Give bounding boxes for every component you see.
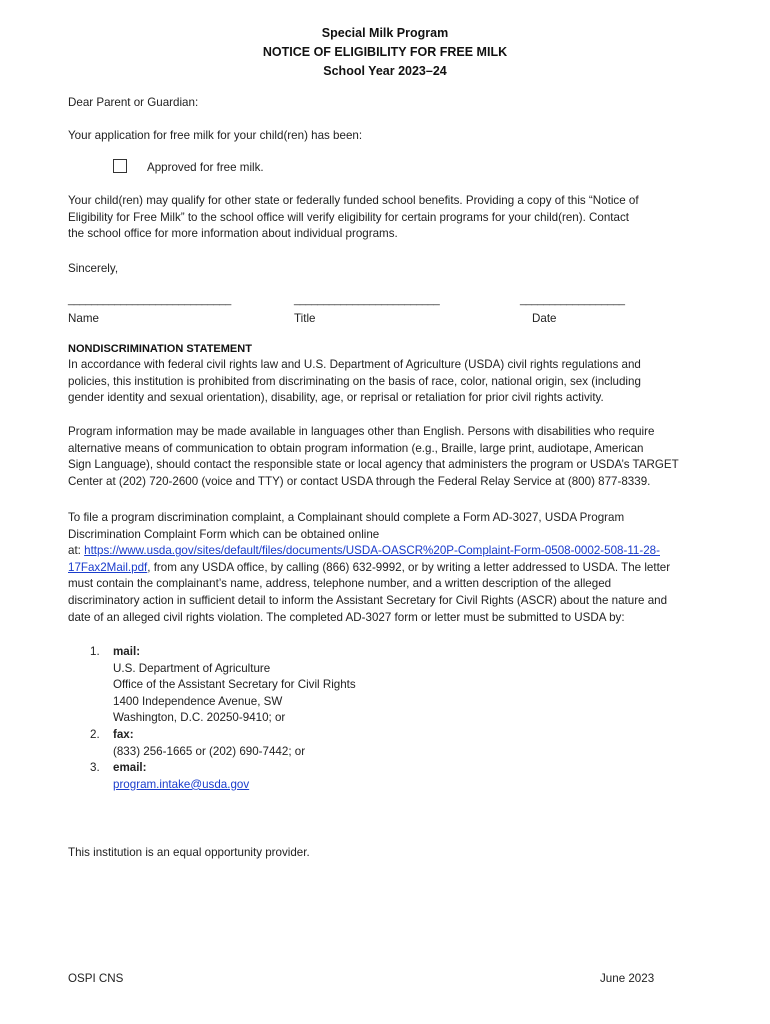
mail-address-line: Washington, D.C. 20250-9410; or: [113, 711, 286, 725]
title-label: Title: [294, 312, 316, 325]
paragraph-line: Center at (202) 720-2600 (voice and TTY) or contact USDA through the Federal Relay Service at (800) 877-8339.: [68, 474, 651, 488]
school-year: School Year 2023–24: [323, 64, 447, 78]
nondiscrimination-heading: NONDISCRIMINATION STATEMENT: [68, 343, 252, 355]
nondiscrimination-paragraph-2: [68, 424, 708, 490]
complaint-form-link-continued[interactable]: 17Fax2Mail.pdf: [68, 560, 148, 574]
equal-opportunity-statement: This institution is an equal opportunity provider.: [68, 846, 310, 859]
greeting: Dear Parent or Guardian:: [68, 96, 199, 109]
closing: Sincerely,: [68, 262, 119, 275]
email-link[interactable]: program.intake@usda.gov: [113, 777, 250, 791]
footer-left: OSPI CNS: [68, 972, 124, 985]
benefits-line: Eligibility for Free Milk” to the school office will verify eligibility for certain programs for your child(ren). Contact: [68, 210, 629, 224]
list-number: 1.: [90, 645, 100, 658]
approved-checkbox-label: Approved for free milk.: [147, 161, 264, 174]
fax-method-label: fax:: [113, 728, 134, 741]
list-number: 2.: [90, 728, 100, 741]
paragraph-line: alternative means of communication to obtain program information (e.g., Braille, large print, audiotape, American: [68, 441, 644, 455]
benefits-line: the school office for more information about individual programs.: [68, 227, 398, 241]
program-title: Special Milk Program: [321, 26, 449, 40]
mail-address-line: U.S. Department of Agriculture: [113, 661, 271, 675]
paragraph-line: date of an alleged civil rights violation. The completed AD-3027 form or letter must be submitted to USDA by:: [68, 610, 625, 624]
name-signature-line[interactable]: ____________________________: [68, 294, 231, 306]
mail-address-line: Office of the Assistant Secretary for Civil Rights: [113, 678, 356, 692]
footer-right: June 2023: [600, 972, 655, 985]
fax-numbers: (833) 256-1665 or (202) 690-7442; or: [113, 744, 306, 758]
link-suffix-text: , from any USDA office, by calling (866) 632-9992, or by writing a letter addressed to USDA. The letter: [147, 560, 671, 574]
mail-address-line: 1400 Independence Avenue, SW: [113, 694, 283, 708]
approved-checkbox[interactable]: [113, 159, 127, 173]
paragraph-line: policies, this institution is prohibited from discriminating on the basis of race, color, national origin, sex (including: [68, 374, 641, 388]
date-label: Date: [532, 312, 557, 325]
email-method-label: email:: [113, 761, 147, 775]
paragraph-line: discriminatory action in sufficient detail to inform the Assistant Secretary for Civil Rights (ASCR) about the nature and: [68, 593, 668, 607]
nondiscrimination-paragraph-3: [68, 510, 708, 626]
paragraph-line: Program information may be made available in languages other than English. Persons with disabilities who require: [68, 425, 655, 438]
list-number: 3.: [90, 761, 100, 775]
mail-method-label: mail:: [113, 645, 141, 658]
complaint-form-link[interactable]: https://www.usda.gov/sites/default/files/documents/USDA-OASCR%20P-Complaint-Form-0508-0002-508-11-28-: [84, 544, 660, 558]
submission-methods-list: [0, 644, 770, 804]
notice-title: NOTICE OF ELIGIBILITY FOR FREE MILK: [262, 45, 508, 59]
paragraph-line: must contain the complainant’s name, address, telephone number, and a written description of the alleged: [68, 577, 612, 591]
paragraph-line: [68, 560, 708, 577]
paragraph-line: gender identity and sexual orientation), disability, age, or reprisal or retaliation for prior civil rights activity.: [68, 391, 604, 405]
name-label: Name: [68, 312, 99, 325]
paragraph-line: Discrimination Complaint Form which can be obtained online: [68, 527, 380, 541]
paragraph-line: [68, 543, 708, 560]
date-signature-line[interactable]: __________________: [520, 294, 625, 306]
title-signature-line[interactable]: _________________________: [294, 294, 440, 306]
nondiscrimination-paragraph-1: [68, 357, 708, 407]
paragraph-line: Sign Language), should contact the responsible state or local agency that administers the program or USDA’s TARGET: [68, 458, 679, 472]
at-prefix: at:: [68, 544, 85, 558]
benefits-paragraph: [68, 193, 708, 243]
paragraph-line: To file a program discrimination complaint, a Complainant should complete a Form AD-3027, USDA Program: [68, 511, 625, 524]
paragraph-line: In accordance with federal civil rights law and U.S. Department of Agriculture (USDA) civil rights regulations and: [68, 358, 641, 371]
benefits-line: Your child(ren) may qualify for other state or federally funded school benefits. Providing a copy of this “Notice of: [68, 194, 639, 207]
application-status-text: Your application for free milk for your child(ren) has been:: [68, 129, 363, 142]
